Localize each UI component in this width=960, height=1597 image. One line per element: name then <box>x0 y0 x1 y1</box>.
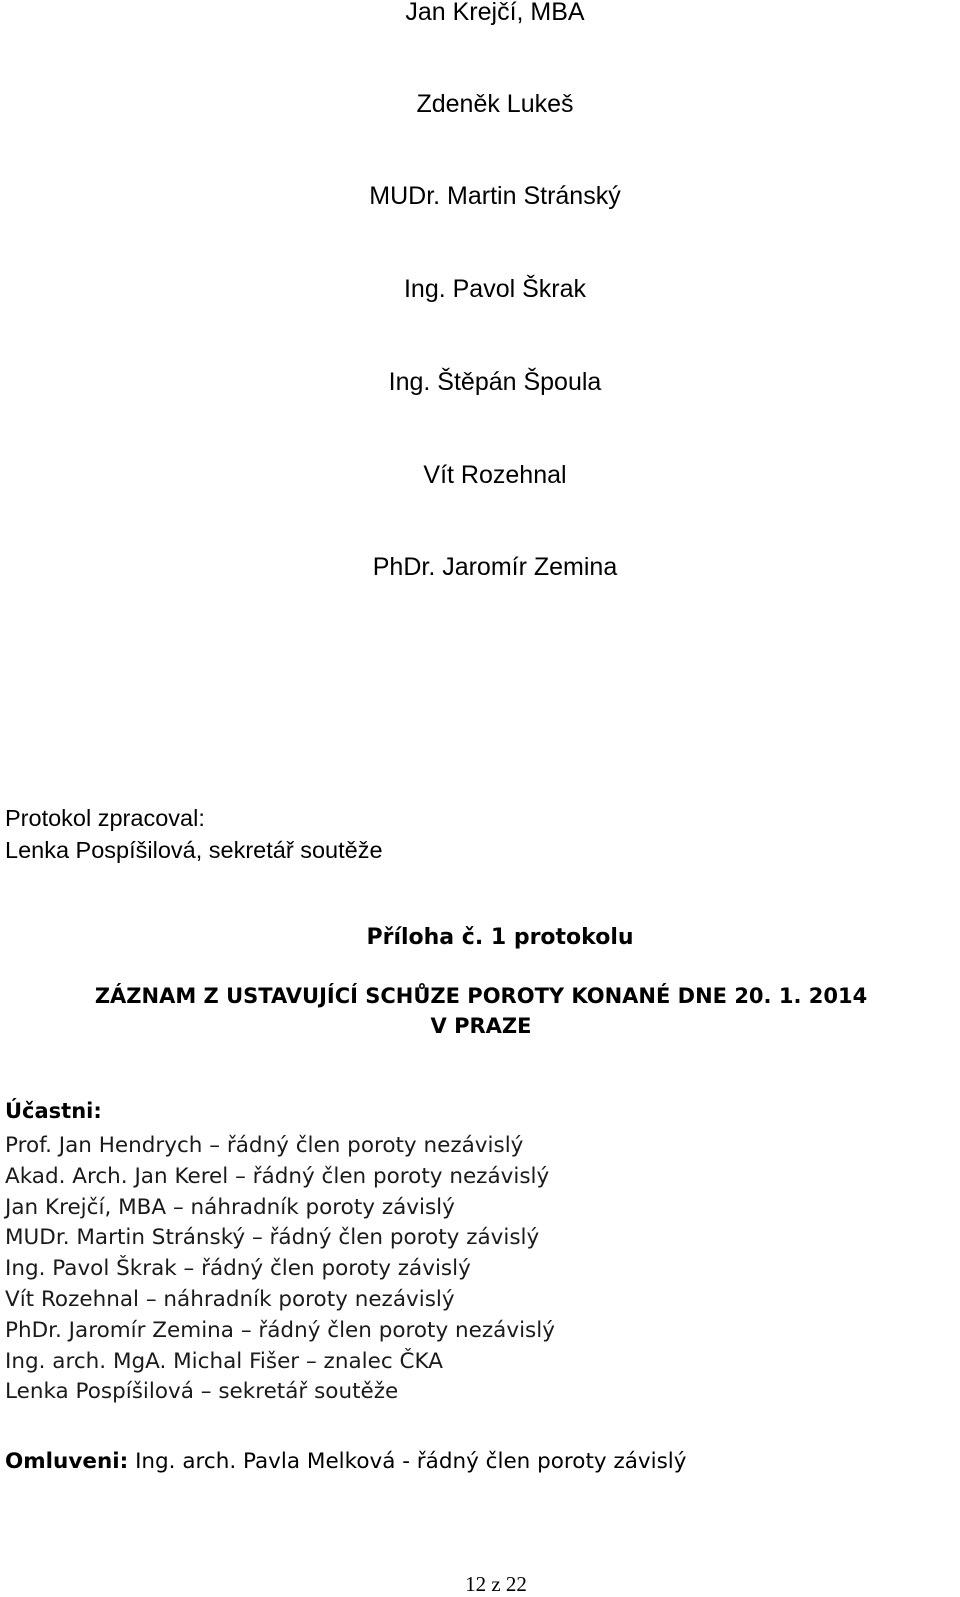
signatory-name: Vít Rozehnal <box>423 461 567 489</box>
attendee-item: Prof. Jan Hendrych – řádný člen poroty nezávislý <box>5 1133 524 1158</box>
signatory-name: MUDr. Martin Stránský <box>369 182 621 210</box>
attendees-heading: Účastni: <box>5 1099 102 1123</box>
appendix-title: Příloha č. 1 protokolu <box>366 925 634 950</box>
excused-text: Ing. arch. Pavla Melková - řádný člen poroty závislý <box>128 1449 687 1474</box>
signatory-name: Ing. Štěpán Špoula <box>388 368 602 396</box>
attendees-list <box>5 1131 555 1408</box>
signatory-name: Jan Krejčí, MBA <box>405 0 585 26</box>
attendee-item: Lenka Pospíšilová – sekretář soutěže <box>5 1379 399 1405</box>
protocol-author-block <box>5 802 383 866</box>
attendee-item: Ing. Pavol Škrak – řádný člen poroty závislý <box>5 1256 471 1282</box>
excused-line <box>5 1446 687 1478</box>
record-heading-line-2: V PRAZE <box>430 1014 532 1038</box>
signatory-name: PhDr. Jaromír Zemina <box>372 553 618 581</box>
attendee-item: Ing. arch. MgA. Michal Fišer – znalec ČKA <box>5 1348 443 1374</box>
excused-label: Omluveni: <box>5 1449 129 1474</box>
signatory-name: Ing. Pavol Škrak <box>403 275 587 303</box>
attendee-item: MUDr. Martin Stránský – řádný člen poroty závislý <box>5 1225 540 1251</box>
signatory-name: Zdeněk Lukeš <box>416 90 574 118</box>
protocol-author-name: Lenka Pospíšilová, sekretář soutěže <box>5 837 383 863</box>
attendee-item: Jan Krejčí, MBA – náhradník poroty závislý <box>5 1194 455 1220</box>
record-heading <box>0 981 960 1041</box>
attendee-item: Akad. Arch. Jan Kerel – řádný člen poroty nezávislý <box>5 1163 550 1189</box>
attendee-item: Vít Rozehnal – náhradník poroty nezávislý <box>5 1286 455 1312</box>
page-number: 12 z 22 <box>465 1572 527 1596</box>
record-heading-line-1: ZÁZNAM Z USTAVUJÍCÍ SCHŮZE POROTY KONANÉ DNE 20. 1. 2014 <box>94 984 868 1008</box>
attendee-item: PhDr. Jaromír Zemina – řádný člen poroty nezávislý <box>5 1317 555 1343</box>
protocol-author-label: Protokol zpracoval: <box>5 805 205 831</box>
